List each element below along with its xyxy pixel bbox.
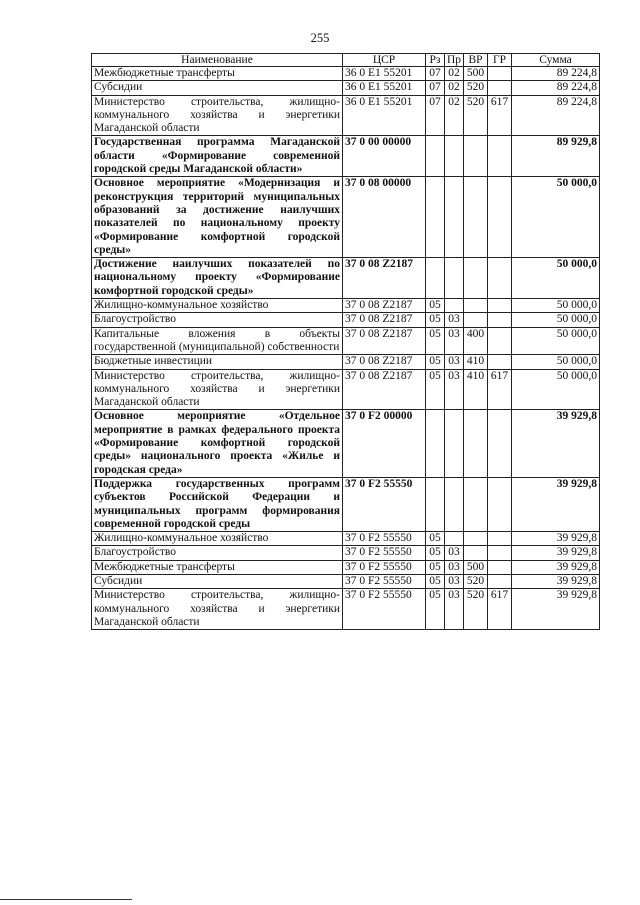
cell-csr: 37 0 08 Z2187: [343, 258, 426, 299]
cell-name: Межбюджетные трансферты: [92, 560, 343, 574]
table-row: [92, 560, 600, 574]
cell-csr: 37 0 F2 55550: [343, 546, 426, 560]
cell-csr: 37 0 F2 55550: [343, 477, 426, 531]
cell-pr: 03: [445, 355, 464, 369]
cell-sum: 50 000,0: [512, 369, 600, 410]
cell-sum: 50 000,0: [512, 355, 600, 369]
cell-rz: 05: [426, 327, 445, 355]
header-gr: ГР: [488, 54, 512, 67]
cell-vr: 520: [464, 95, 488, 136]
cell-csr: 36 0 E1 55201: [343, 81, 426, 95]
cell-csr: 37 0 F2 00000: [343, 410, 426, 477]
cell-rz: 05: [426, 299, 445, 313]
cell-rz: 07: [426, 95, 445, 136]
cell-pr: 03: [445, 313, 464, 327]
cell-vr: 520: [464, 81, 488, 95]
cell-vr: [464, 258, 488, 299]
table-row: [92, 95, 600, 136]
cell-name: Жилищно-коммунальное хозяйство: [92, 532, 343, 546]
cell-name: Министерство строительства, жилищно-коммунального хозяйства и энергетики Магаданской области: [92, 369, 343, 410]
header-csr: ЦСР: [343, 54, 426, 67]
cell-gr: [488, 327, 512, 355]
cell-csr: 37 0 08 Z2187: [343, 355, 426, 369]
cell-vr: [464, 313, 488, 327]
cell-csr: 37 0 F2 55550: [343, 589, 426, 630]
table-header: [92, 54, 600, 67]
cell-rz: 07: [426, 67, 445, 81]
cell-csr: 37 0 08 00000: [343, 177, 426, 258]
header-row: [92, 54, 600, 67]
cell-csr: 36 0 E1 55201: [343, 67, 426, 81]
cell-pr: 03: [445, 327, 464, 355]
page-number: 255: [310, 31, 330, 45]
cell-pr: [445, 177, 464, 258]
cell-rz: [426, 410, 445, 477]
table-row: [92, 532, 600, 546]
cell-gr: [488, 81, 512, 95]
table-row: [92, 410, 600, 477]
cell-pr: [445, 410, 464, 477]
cell-name: Благоустройство: [92, 546, 343, 560]
cell-sum: 39 929,8: [512, 546, 600, 560]
cell-name: Жилищно-коммунальное хозяйство: [92, 299, 343, 313]
cell-gr: [488, 560, 512, 574]
cell-name: Министерство строительства, жилищно-коммунального хозяйства и энергетики Магаданской области: [92, 95, 343, 136]
cell-name: Капитальные вложения в объекты государственной (муниципальной) собственности: [92, 327, 343, 355]
cell-gr: [488, 355, 512, 369]
cell-rz: 05: [426, 532, 445, 546]
cell-vr: 400: [464, 327, 488, 355]
cell-rz: 05: [426, 355, 445, 369]
table-row: [92, 369, 600, 410]
cell-gr: [488, 532, 512, 546]
cell-sum: 89 224,8: [512, 67, 600, 81]
table-row: [92, 313, 600, 327]
cell-csr: 37 0 00 00000: [343, 136, 426, 177]
cell-name: Государственная программа Магаданской области «Формирование современной городской среды Магаданской области»: [92, 136, 343, 177]
cell-csr: 37 0 08 Z2187: [343, 327, 426, 355]
cell-pr: [445, 477, 464, 531]
cell-rz: 05: [426, 313, 445, 327]
cell-name: Субсидии: [92, 574, 343, 588]
cell-name: Субсидии: [92, 81, 343, 95]
cell-rz: 05: [426, 369, 445, 410]
cell-sum: 50 000,0: [512, 258, 600, 299]
cell-sum: 50 000,0: [512, 327, 600, 355]
cell-gr: 617: [488, 369, 512, 410]
header-vr: ВР: [464, 54, 488, 67]
table-row: [92, 355, 600, 369]
cell-sum: 50 000,0: [512, 299, 600, 313]
cell-gr: 617: [488, 589, 512, 630]
cell-csr: 36 0 E1 55201: [343, 95, 426, 136]
cell-gr: [488, 313, 512, 327]
cell-gr: [488, 258, 512, 299]
cell-name: Поддержка государственных программ субъектов Российской Федерации и муниципальных программ формирования современной городской среды: [92, 477, 343, 531]
header-sum: Сумма: [512, 54, 600, 67]
cell-pr: 03: [445, 589, 464, 630]
table-row: [92, 258, 600, 299]
cell-csr: 37 0 08 Z2187: [343, 369, 426, 410]
cell-pr: 03: [445, 546, 464, 560]
cell-vr: 410: [464, 369, 488, 410]
cell-rz: 05: [426, 574, 445, 588]
cell-vr: 520: [464, 574, 488, 588]
cell-gr: [488, 477, 512, 531]
cell-pr: 02: [445, 81, 464, 95]
cell-vr: [464, 136, 488, 177]
header-rz: Рз: [426, 54, 445, 67]
cell-name: Основное мероприятие «Отдельное мероприятие в рамках федерального проекта «Формирование комфортной городской среды» национального проекта «Жилье и городская среда»: [92, 410, 343, 477]
cell-vr: [464, 532, 488, 546]
table-body: [92, 67, 600, 630]
cell-name: Бюджетные инвестиции: [92, 355, 343, 369]
cell-pr: 02: [445, 95, 464, 136]
table-row: [92, 81, 600, 95]
table-row: [92, 589, 600, 630]
cell-pr: [445, 258, 464, 299]
cell-rz: [426, 258, 445, 299]
cell-sum: 50 000,0: [512, 177, 600, 258]
cell-rz: 07: [426, 81, 445, 95]
table-row: [92, 177, 600, 258]
cell-gr: [488, 67, 512, 81]
cell-sum: 50 000,0: [512, 313, 600, 327]
cell-gr: [488, 410, 512, 477]
cell-vr: 500: [464, 560, 488, 574]
cell-vr: 410: [464, 355, 488, 369]
cell-vr: [464, 477, 488, 531]
cell-csr: 37 0 08 Z2187: [343, 313, 426, 327]
cell-csr: 37 0 F2 55550: [343, 560, 426, 574]
footer-rule: [0, 899, 132, 900]
cell-rz: [426, 477, 445, 531]
cell-vr: [464, 546, 488, 560]
cell-sum: 89 929,8: [512, 136, 600, 177]
cell-gr: [488, 574, 512, 588]
cell-sum: 39 929,8: [512, 560, 600, 574]
cell-pr: 02: [445, 67, 464, 81]
table-row: [92, 574, 600, 588]
cell-vr: 520: [464, 589, 488, 630]
header-pr: Пр: [445, 54, 464, 67]
cell-gr: 617: [488, 95, 512, 136]
cell-sum: 39 929,8: [512, 589, 600, 630]
table-row: [92, 136, 600, 177]
cell-pr: 03: [445, 574, 464, 588]
cell-sum: 89 224,8: [512, 95, 600, 136]
cell-pr: [445, 532, 464, 546]
cell-rz: 05: [426, 546, 445, 560]
cell-vr: 500: [464, 67, 488, 81]
cell-sum: 89 224,8: [512, 81, 600, 95]
cell-rz: [426, 136, 445, 177]
cell-pr: [445, 136, 464, 177]
cell-pr: 03: [445, 560, 464, 574]
cell-name: Основное мероприятие «Модернизация и реконструкция территорий муниципальных образований за достижение наилучших показателей по национальному проекту «Формирование комфортной городской среды»: [92, 177, 343, 258]
cell-vr: [464, 299, 488, 313]
cell-pr: [445, 299, 464, 313]
cell-rz: 05: [426, 589, 445, 630]
cell-gr: [488, 136, 512, 177]
table-row: [92, 327, 600, 355]
header-name: Наименование: [92, 54, 343, 67]
cell-sum: 39 929,8: [512, 477, 600, 531]
cell-vr: [464, 410, 488, 477]
cell-csr: 37 0 F2 55550: [343, 574, 426, 588]
cell-name: Министерство строительства, жилищно-коммунального хозяйства и энергетики Магаданской области: [92, 589, 343, 630]
cell-rz: 05: [426, 560, 445, 574]
cell-sum: 39 929,8: [512, 410, 600, 477]
budget-table: [91, 53, 600, 630]
table-row: [92, 546, 600, 560]
cell-rz: [426, 177, 445, 258]
cell-name: Благоустройство: [92, 313, 343, 327]
cell-name: Достижение наилучших показателей по национальному проекту «Формирование комфортной городской среды»: [92, 258, 343, 299]
cell-sum: 39 929,8: [512, 574, 600, 588]
cell-vr: [464, 177, 488, 258]
cell-gr: [488, 546, 512, 560]
table-row: [92, 299, 600, 313]
cell-sum: 39 929,8: [512, 532, 600, 546]
cell-gr: [488, 177, 512, 258]
cell-csr: 37 0 F2 55550: [343, 532, 426, 546]
table-row: [92, 477, 600, 531]
table-row: [92, 67, 600, 81]
cell-gr: [488, 299, 512, 313]
cell-csr: 37 0 08 Z2187: [343, 299, 426, 313]
cell-name: Межбюджетные трансферты: [92, 67, 343, 81]
cell-pr: 03: [445, 369, 464, 410]
